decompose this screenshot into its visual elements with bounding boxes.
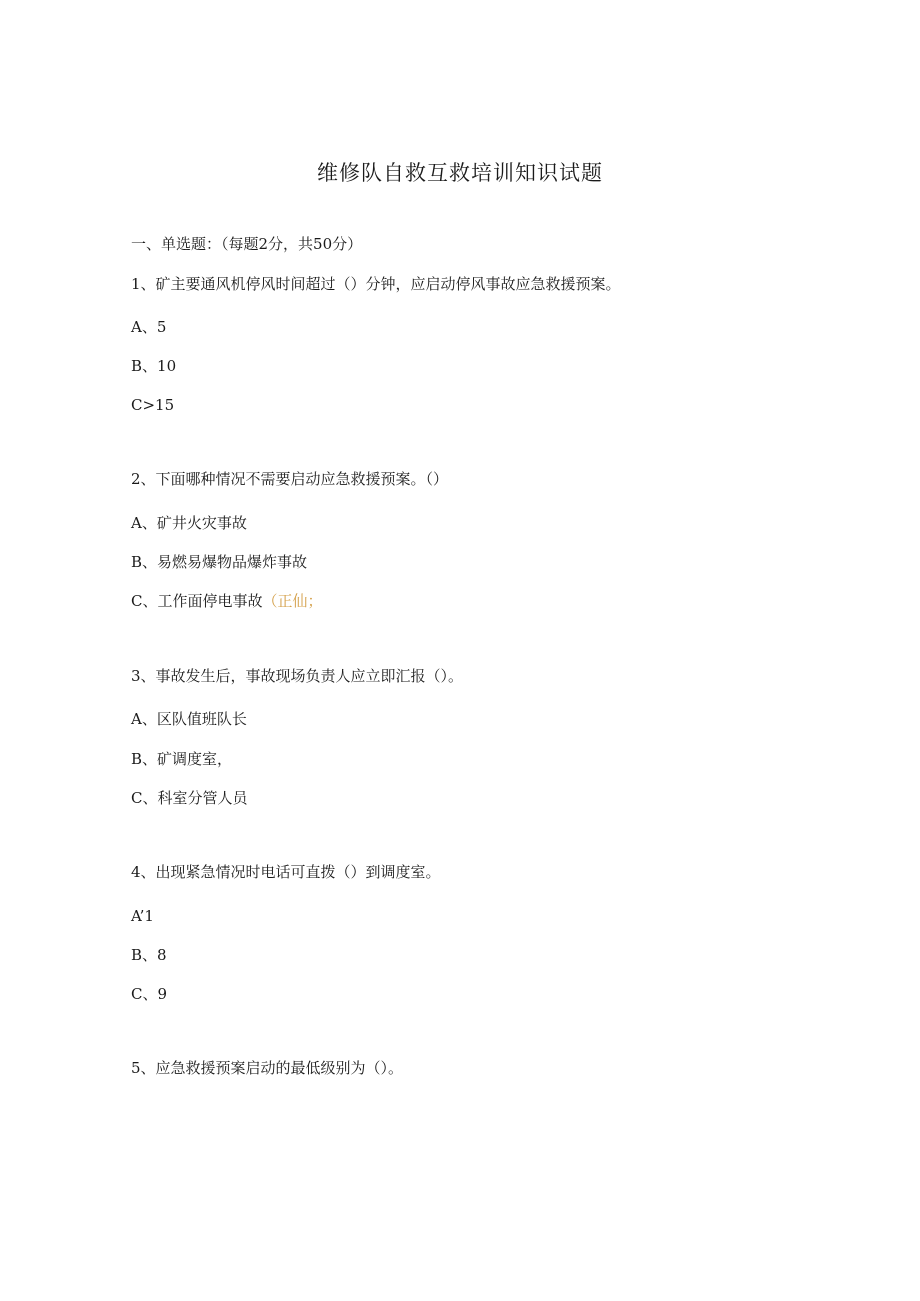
question-2-option-c: C、工作面停电事故 [131,592,263,610]
question-1-option-a: A、5 [131,318,167,336]
question-1-option-b: B、10 [131,357,177,375]
question-4-option-b: B、8 [131,946,167,964]
question-3-stem: 3、事故发生后，事故现场负责人应立即汇报（）。 [131,667,464,685]
question-3-option-a: A、区队值班队长 [131,710,247,728]
question-2-option-b: B、易燃易爆物品爆炸事故 [131,553,308,571]
section-heading: 一、单选题：（每题2分，共50分） [131,235,363,253]
question-4-stem: 4、出现紧急情况时电话可直拨（）到调度室。 [131,863,441,881]
answer-note: （正仙； [262,592,323,610]
question-2-option-c-line [131,590,323,612]
question-2-option-a: A、矿井火灾事故 [131,514,247,532]
question-4-option-a: A’1 [131,907,154,925]
question-2-stem: 2、下面哪种情况不需要启动应急救援预案。（） [131,470,449,488]
question-3-option-b: B、矿调度室， [131,750,233,768]
question-4-option-c: C、9 [131,985,168,1003]
document-title: 维修队自救互救培训知识试题 [317,161,603,185]
question-5-stem: 5、应急救援预案启动的最低级别为（）。 [131,1059,404,1077]
question-1-option-c: C>15 [131,396,175,414]
question-1-stem: 1、矿主要通风机停风时间超过（）分钟，应启动停风事故应急救援预案。 [131,275,621,293]
question-3-option-c: C、科室分管人员 [131,789,248,807]
